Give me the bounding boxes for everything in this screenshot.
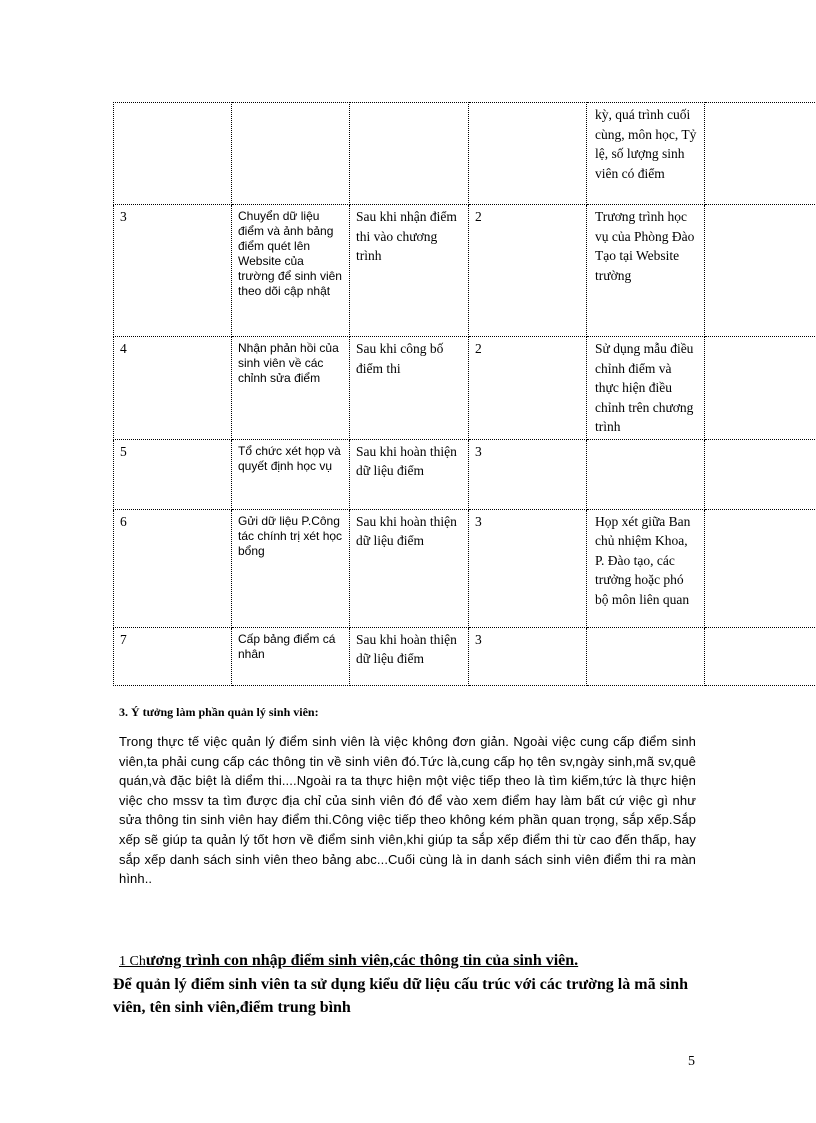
cell-days: 3 bbox=[469, 627, 587, 685]
cell-note: Sử dụng mẫu điều chỉnh điểm và thực hiện điều chỉnh trên chương trình bbox=[587, 337, 705, 440]
cell-timing: Sau khi công bố điểm thi bbox=[350, 337, 469, 440]
subsection-body: Để quản lý điểm sinh viên ta sử dụng kiểu dữ liệu cấu trúc với các trường là mã sinh viên, tên sinh viên,điểm trung bình bbox=[113, 976, 689, 1016]
cell-days: 3 bbox=[469, 509, 587, 627]
cell-extra bbox=[705, 103, 816, 205]
cell-note bbox=[587, 627, 705, 685]
cell-step-number: 5 bbox=[114, 439, 232, 509]
cell-extra bbox=[705, 627, 816, 685]
cell-step-number: 6 bbox=[114, 509, 232, 627]
body-paragraph: Trong thực tế việc quản lý điểm sinh viên là việc không đơn giản. Ngoài việc cung cấp điểm sinh viên,ta phải cung cấp các thông tin về sinh viên đó.Tức là,cung cấp họ tên sv,ngày sinh,mã sv,quê quán,và đặc biệt là diểm thi....Ngoài ra ta thực hiện một việc tiếp theo là tìm kiếm,tức là thực hiện việc cho mssv ta tìm được địa chỉ của sinh viên đó để vào xem điểm hay làm bất cứ việc gì như sửa thông tin sinh viên hay điểm thi.Công việc tiếp theo không kém phần quan trọng, sắp xếp.Sắp xếp sẽ giúp ta quản lý tốt hơn về điểm sinh viên,khi giúp ta sắp xếp điểm thi từ cao đến thấp, hay sắp xếp danh sách sinh viên theo bảng abc...Cuối cùng là in danh sách sinh viên điểm thi ra màn hình.. bbox=[119, 734, 696, 887]
cell-task: Cấp bảng điểm cá nhân bbox=[232, 627, 350, 685]
schedule-table bbox=[113, 102, 816, 686]
cell-note: Họp xét giữa Ban chủ nhiệm Khoa, P. Đào tạo, các trưởng hoặc phó bộ môn liên quan bbox=[587, 509, 705, 627]
section-heading: 3. Ý tưởng làm phần quản lý sinh viên: bbox=[119, 705, 319, 719]
cell-extra bbox=[705, 439, 816, 509]
cell-days: 2 bbox=[469, 205, 587, 337]
table-row bbox=[114, 627, 816, 685]
cell-timing: Sau khi hoàn thiện dữ liệu điểm bbox=[350, 509, 469, 627]
cell-extra bbox=[705, 205, 816, 337]
cell-timing: Sau khi nhận điểm thi vào chương trình bbox=[350, 205, 469, 337]
cell-extra bbox=[705, 337, 816, 440]
cell-extra bbox=[705, 509, 816, 627]
table-row bbox=[114, 337, 816, 440]
cell-timing: Sau khi hoàn thiện dữ liệu điểm bbox=[350, 627, 469, 685]
subsection-title: ương trình con nhập điểm sinh viên,các thông tin của sinh viên. bbox=[145, 952, 579, 969]
cell-days bbox=[469, 103, 587, 205]
table-row bbox=[114, 509, 816, 627]
table-row bbox=[114, 103, 816, 205]
cell-task: Nhận phản hồi của sinh viên về các chỉnh sửa điểm bbox=[232, 337, 350, 440]
page-number: 5 bbox=[688, 1054, 695, 1069]
cell-note: Trương trình học vụ của Phòng Đào Tạo tại Website trường bbox=[587, 205, 705, 337]
cell-note: kỳ, quá trình cuối cùng, môn học, Tỷ lệ, số lượng sinh viên có điểm bbox=[587, 103, 705, 205]
cell-timing: Sau khi hoàn thiện dữ liệu điểm bbox=[350, 439, 469, 509]
cell-note bbox=[587, 439, 705, 509]
table-row bbox=[114, 205, 816, 337]
cell-task: Chuyển dữ liệu điểm và ảnh bảng điểm quét lên Website của trường để sinh viên theo dõi cập nhật bbox=[232, 205, 350, 337]
cell-timing bbox=[350, 103, 469, 205]
subsection-heading bbox=[119, 952, 719, 970]
cell-task: Gửi dữ liệu P.Công tác chính trị xét học bổng bbox=[232, 509, 350, 627]
cell-step-number bbox=[114, 103, 232, 205]
cell-days: 2 bbox=[469, 337, 587, 440]
subsection-number: 1 Ch bbox=[119, 954, 146, 969]
cell-step-number: 3 bbox=[114, 205, 232, 337]
cell-task bbox=[232, 103, 350, 205]
cell-task: Tổ chức xét họp và quyết định học vụ bbox=[232, 439, 350, 509]
cell-step-number: 4 bbox=[114, 337, 232, 440]
cell-step-number: 7 bbox=[114, 627, 232, 685]
table-row bbox=[114, 439, 816, 509]
cell-days: 3 bbox=[469, 439, 587, 509]
